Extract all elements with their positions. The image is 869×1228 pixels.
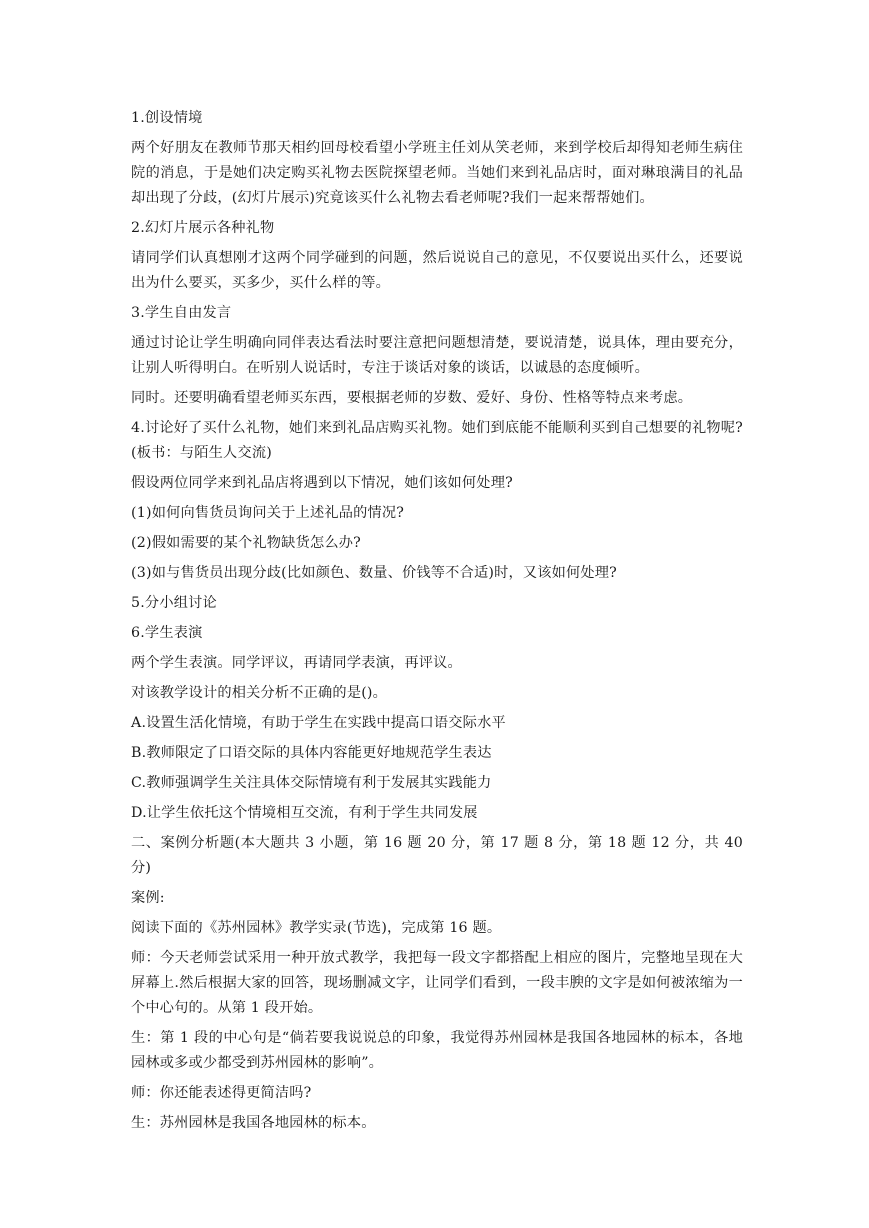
section-heading-2: 2.幻灯片展示各种礼物 [131,220,275,236]
option-c: C.教师强调学生关注具体交际情境有利于发展其实践能力 [131,775,492,791]
section-heading-5: 5.分小组讨论 [131,595,217,611]
discussion-paragraph: 通过讨论让学生明确向同伴表达看法时要注意把问题想清楚，要说清楚，说具体，理由要充分，让别人听得明白。在听别人说话时，专注于谈话对象的谈话，以诚恳的态度倾听。 [131,335,743,376]
performance-paragraph: 两个学生表演。同学评议，再请同学表演，再评议。 [131,655,462,671]
student-line-2: 生：苏州园林是我国各地园林的标本。 [131,1115,376,1131]
discussion-paragraph-2: 同时。还要明确看望老师买东西，要根据老师的岁数、爱好、身份、性格等特点来考虑。 [131,390,693,406]
teacher-line-1: 师：今天老师尝试采用一种开放式教学，我把每一段文字都搭配上相应的图片，完整地呈现在大屏幕上.然后根据大家的回答，现场删减文字，让同学们看到，一段丰腴的文字是如何被浓缩为一个中心句的。从第 1 段开始。 [131,950,743,1016]
situation-intro: 假设两位同学来到礼品店将遇到以下情况，她们该如何处理? [131,475,513,491]
section-heading-6: 6.学生表演 [131,625,203,641]
case-label: 案例: [131,890,165,906]
option-d: D.让学生依托这个情境相互交流，有利于学生共同发展 [131,805,478,821]
situation-item-2: (2)假如需要的某个礼物缺货怎么办? [131,535,361,551]
teacher-line-2: 师：你还能表述得更简洁吗? [131,1085,312,1101]
section-heading-1: 1.创设情境 [131,110,203,126]
reading-instruction: 阅读下面的《苏州园林》教学实录(节选)，完成第 16 题。 [131,920,502,936]
option-b: B.教师限定了口语交际的具体内容能更好地规范学生表达 [131,745,492,761]
document-page [131,106,748,1141]
option-a: A.设置生活化情境，有助于学生在实践中提高口语交际水平 [131,715,506,731]
section-heading-3: 3.学生自由发言 [131,305,232,321]
question-stem: 对该教学设计的相关分析不正确的是()。 [131,685,388,701]
section-heading-4: 4.讨论好了买什么礼物，她们来到礼品店购买礼物。她们到底能不能顺利买到自己想要的礼物呢?(板书：与陌生人交流) [131,420,743,461]
scenario-paragraph: 两个好朋友在教师节那天相约回母校看望小学班主任刘从笑老师，来到学校后却得知老师生病住院的消息，于是她们决定购买礼物去医院探望老师。当她们来到礼品店时，面对琳琅满目的礼品却出现了分歧，(幻灯片展示)究竟该买什么礼物去看老师呢?我们一起来帮帮她们。 [131,140,743,206]
part-two-heading: 二、案例分析题(本大题共 3 小题，第 16 题 20 分，第 17 题 8 分，第 18 题 12 分，共 40 分) [131,835,748,876]
instruction-paragraph: 请同学们认真想刚才这两个同学碰到的问题，然后说说自己的意见，不仅要说出买什么，还要说出为什么要买，买多少，买什么样的等。 [131,250,743,291]
situation-item-1: (1)如何向售货员询问关于上述礼品的情况? [131,505,405,521]
situation-item-3: (3)如与售货员出现分歧(比如颜色、数量、价钱等不合适)时，又该如何处理? [131,565,617,581]
student-line-1: 生：第 1 段的中心句是“倘若要我说说总的印象，我觉得苏州园林是我国各地园林的标本，各地园林或多或少都受到苏州园林的影响”。 [131,1030,743,1071]
